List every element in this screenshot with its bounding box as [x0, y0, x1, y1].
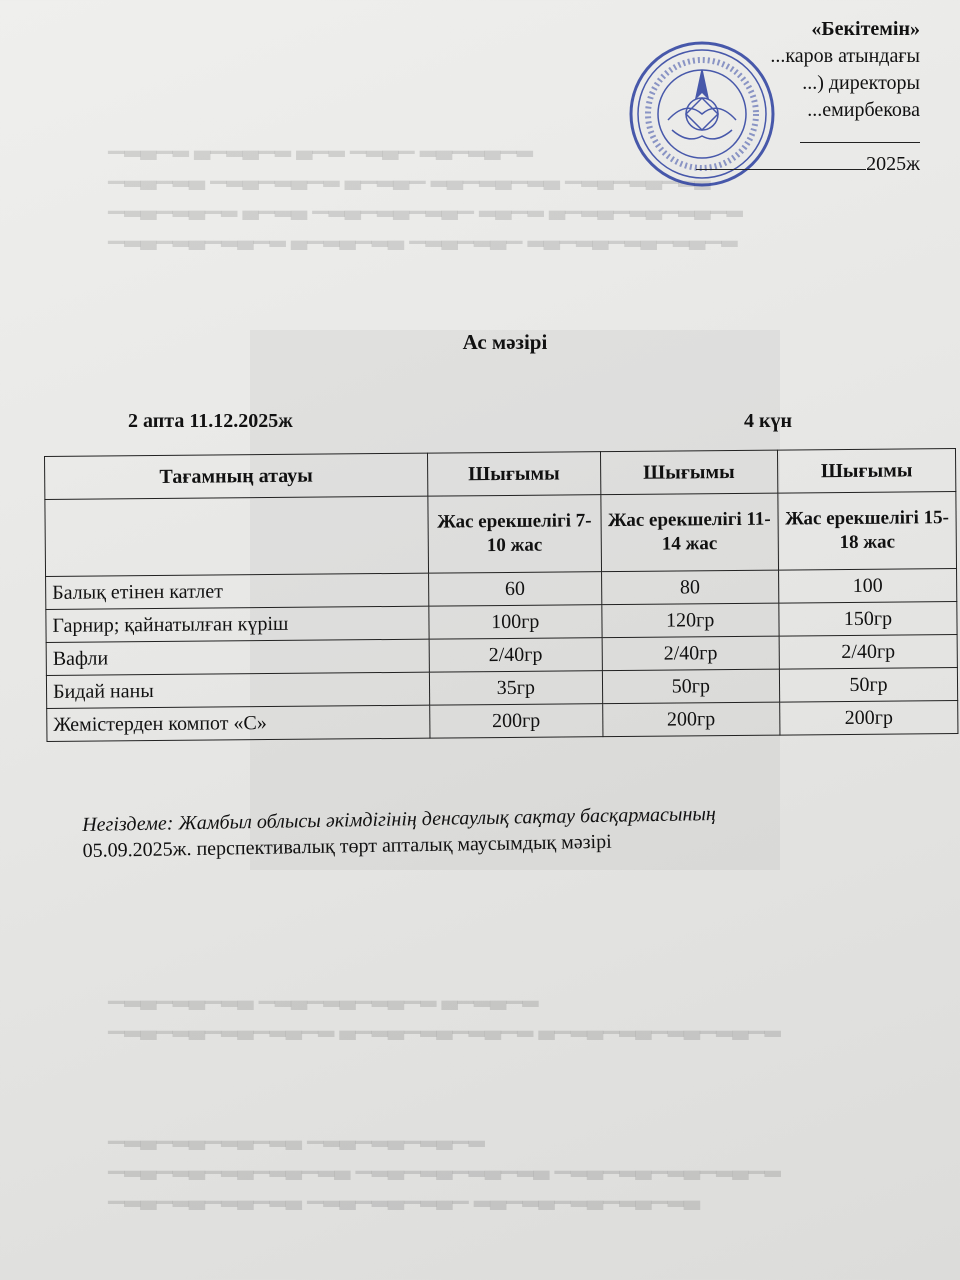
bleed-through-text: ▁▂▃▁▂▃▁▂▃▁▂▃▁▂ ▃▁▂▃▁▂▃▁▂▃▁▂ ▃▁▂▃▁▂▃▁▂▃▁▂▃▁▂ [108, 1031, 781, 1055]
bleed-through-text: ▁▂▃▁▂▃▁▂▃▁▂▃▁▂▃ ▁▂▃▁▂▃▁▂▃▁▂▃ ▁▂▃▁▂▃▁▂▃▁▂▃▁▂ [108, 1171, 781, 1195]
table-row [47, 701, 958, 742]
dish-name: Бидай наны [46, 672, 429, 708]
dish-name: Гарнир; қайнатылған күріш [46, 606, 429, 642]
menu-table [44, 448, 958, 742]
portion-value: 120гр [601, 603, 779, 638]
bleed-through-text: ▁▂▃▁▂▃▁▂ ▃▁▂▃ ▁▂▃▁▂▃▁▂▃▁ ▂▃▁▂ ▃▁▂▃▁▂▃▁▂▃▁▂ [108, 211, 743, 235]
subheader-age-11-14: Жас ерекшелігі 11-14 жас [600, 493, 778, 572]
basis-line-2: 05.09.2025ж. перспективалық төрт апталық маусымдық мәзірі [82, 830, 612, 862]
portion-value: 2/40гр [779, 635, 957, 670]
page-title: Ас мәзірі [462, 330, 548, 354]
bleed-through-text: ▁▂▃▁▂▃ ▁▂▃▁▂▃▁▂ ▃▁▂▃▁ ▂▃▁▂▃▁▂▃ ▁▂▃▁▂▃▁▂▃ [108, 181, 711, 205]
approval-date [696, 151, 920, 178]
portion-value: 80 [601, 570, 779, 605]
bleed-through-text: ▁▂▃▁▂▃▁▂▃ ▁▂▃▁▂▃▁▂▃▁▂ ▃▁▂▃▁▂ [108, 1001, 539, 1025]
portion-value: 200гр [602, 702, 780, 737]
basis-line-1: Негіздеме: Жамбыл облысы әкімдігінің денсаулық сақтау басқармасының [82, 802, 717, 836]
bleed-through-text: ▁▂▃▁▂▃▁▂▃▁▂▃ ▁▂▃▁▂▃▁▂▃▁ ▂▃▁▂▃▁▂▃▁▂▃▁▂▃ [108, 1201, 700, 1225]
dish-name: Вафли [46, 639, 429, 675]
portion-value: 200гр [780, 701, 958, 736]
subheader-age-15-18: Жас ерекшелігі 15-18 жас [778, 492, 957, 571]
signature-line [696, 124, 920, 151]
portion-value: 50гр [779, 668, 957, 703]
approval-director-title: ...) директоры [802, 72, 920, 94]
subheader-age-7-10: Жас ерекшелігі 7-10 жас [428, 495, 601, 574]
dish-name: Жемістерден компот «С» [47, 705, 430, 741]
bleed-through-text: ▁▂▃▁▂▃▁▂▃▁▂ ▃▁▂▃▁▂▃ ▁▂▃▁▂▃▁ ▂▃▁▂▃▁▂▃▁▂▃▁▂ [108, 241, 738, 265]
table-subheader-row [45, 492, 957, 577]
portion-value: 60 [429, 572, 602, 607]
column-header-yield: Шығымы [427, 452, 600, 497]
approval-director-name: ...емирбекова [807, 99, 920, 121]
day-number: 4 күн [744, 410, 793, 432]
bleed-through-text: ▁▂▃▁▂▃▁▂▃▁▂▃ ▁▂▃▁▂▃▁▂▃▁▂ [108, 1141, 485, 1165]
portion-value: 150гр [779, 602, 957, 637]
column-header-yield: Шығымы [600, 450, 778, 495]
approval-year: 2025ж [866, 153, 920, 175]
portion-value: 2/40гр [429, 638, 602, 673]
week-date: 2 апта 11.12.2025ж [128, 410, 293, 432]
portion-value: 100гр [429, 605, 602, 640]
bleed-through-text: ▁▂▃▁▂ ▃▁▂▃▁▂ ▃▁▂ ▁▂▃▁ ▂▃▁▂▃▁▂ [108, 151, 533, 175]
subheader-empty [45, 496, 429, 576]
portion-value: 100 [779, 569, 957, 604]
approval-heading: «Бекітемін» [811, 18, 920, 40]
column-header-dish: Тағамның атауы [45, 453, 428, 499]
basis-note [82, 801, 717, 864]
approval-school-name: ...каров атындағы [770, 45, 920, 67]
portion-value: 50гр [602, 669, 780, 704]
column-header-yield: Шығымы [777, 449, 955, 494]
dish-name: Балық етінен катлет [46, 573, 429, 609]
portion-value: 2/40гр [602, 636, 780, 671]
approval-block [696, 16, 920, 178]
portion-value: 35гр [429, 671, 602, 706]
portion-value: 200гр [430, 704, 603, 739]
